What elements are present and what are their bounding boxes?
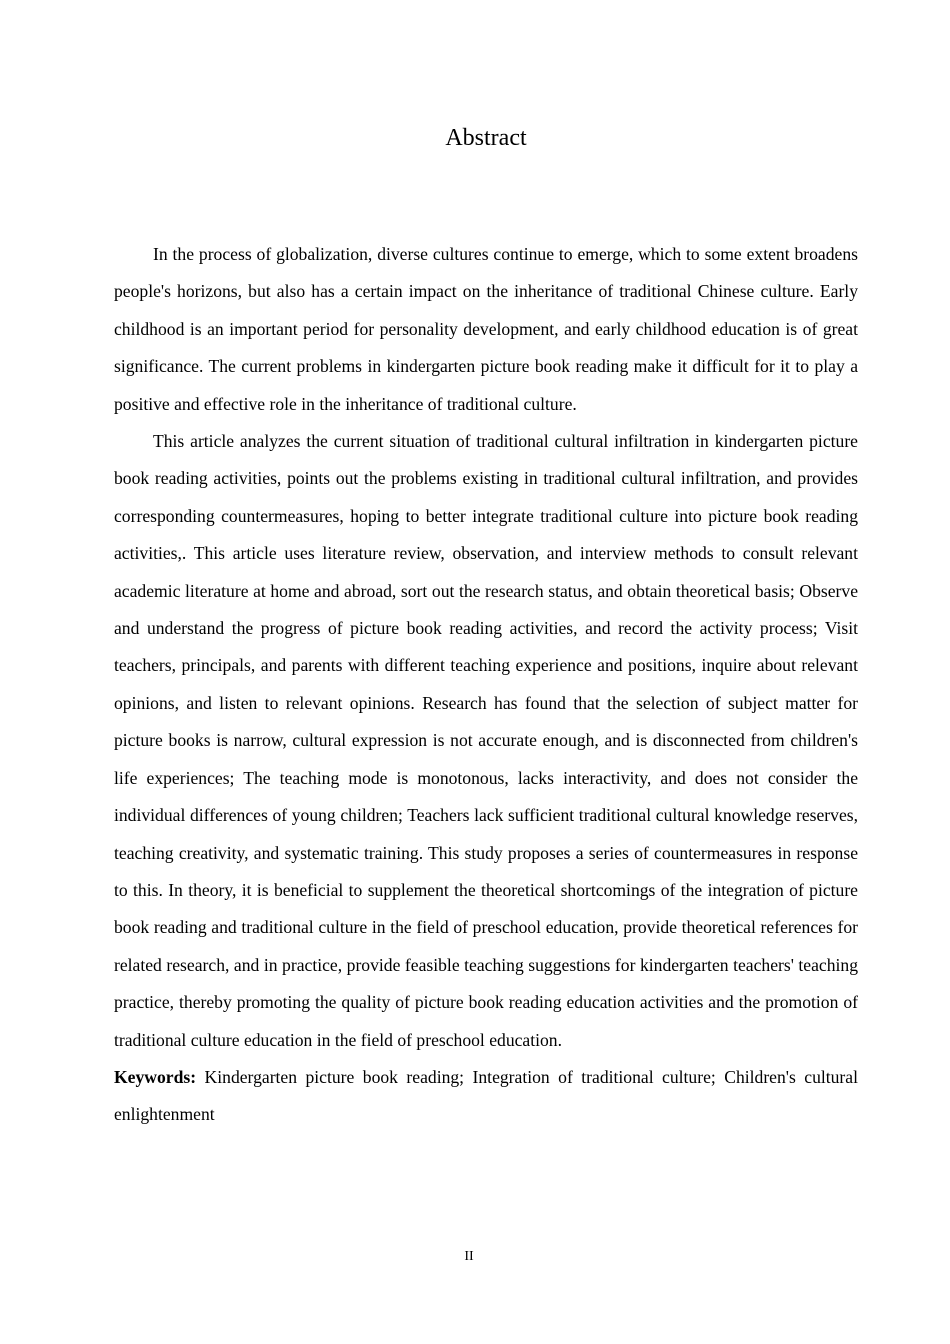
page-number: II (464, 1249, 474, 1264)
page-title: Abstract (445, 125, 527, 151)
abstract-paragraph-1: In the process of globalization, diverse cultures continue to emerge, which to some extent broadens people's horizons, but also has a certain impact on the inheritance of traditional Chinese culture. Early childhood is an important period for personality development, and early childhood education is of great significance. The current problems in kindergarten picture book reading make it difficult for it to play a positive and effective role in the inheritance of traditional culture. (114, 244, 858, 414)
abstract-body (114, 236, 858, 1134)
keywords-text: Kindergarten picture book reading; Integration of traditional culture; Children's cultural enlightenment (114, 1066, 858, 1125)
keywords-line (114, 1059, 858, 1134)
abstract-paragraph-2: This article analyzes the current situation of traditional cultural infiltration in kindergarten picture book reading activities, points out the problems existing in traditional cultural infiltration, and provides corresponding countermeasures, hoping to better integrate traditional culture into picture book reading activities,. This article uses literature review, observation, and interview methods to consult relevant academic literature at home and abroad, sort out the research status, and obtain theoretical basis; Observe and understand the progress of picture book reading activities, and record the activity process; Visit teachers, principals, and parents with different teaching experience and positions, inquire about relevant opinions, and listen to relevant opinions. Research has found that the selection of subject matter for picture books is narrow, cultural expression is not accurate enough, and is disconnected from children's life experiences; The teaching mode is monotonous, lacks interactivity, and does not consider the individual differences of young children; Teachers lack sufficient traditional cultural knowledge reserves, teaching creativity, and systematic training. This study proposes a series of countermeasures in response to this. In theory, it is beneficial to supplement the theoretical shortcomings of the integration of picture book reading and traditional culture in the field of preschool education, provide theoretical references for related research, and in practice, provide feasible teaching suggestions for kindergarten teachers' teaching practice, thereby promoting the quality of picture book reading education activities and the promotion of traditional culture education in the field of preschool education. (114, 431, 858, 1050)
keywords-label: Keywords: (114, 1066, 197, 1087)
